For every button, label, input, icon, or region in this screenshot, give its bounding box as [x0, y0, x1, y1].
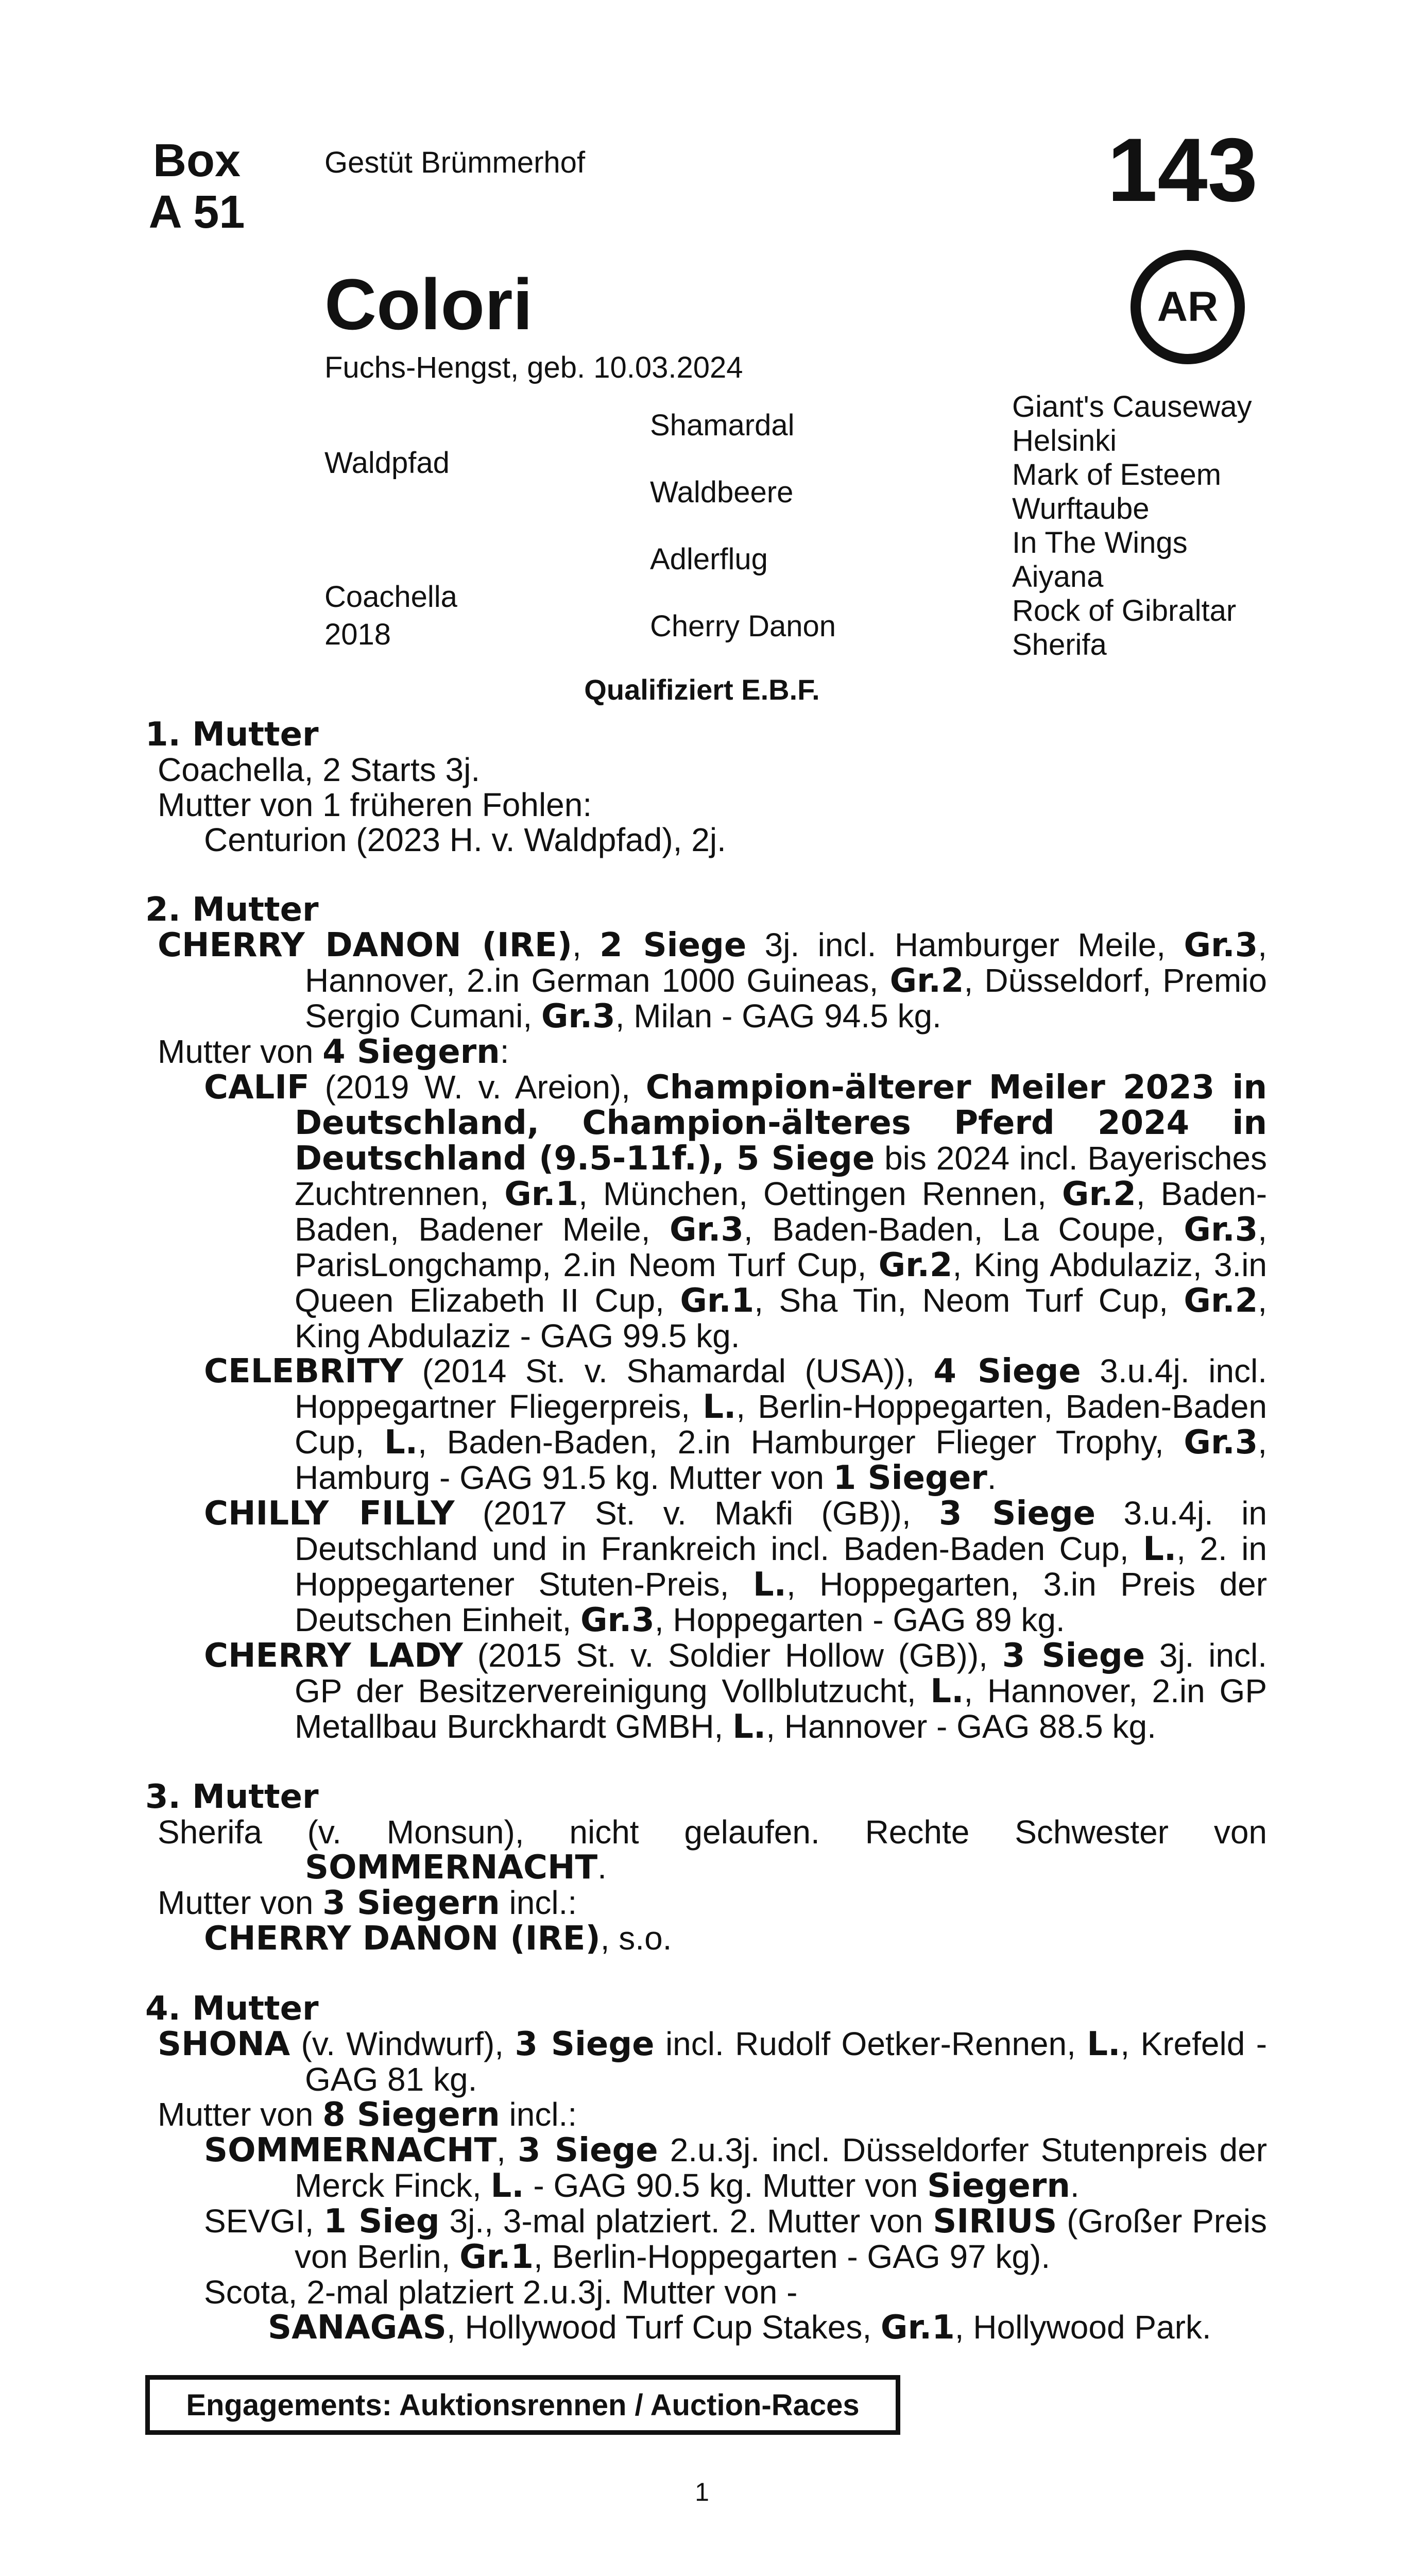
section-title-dam2: 2. Mutter — [145, 891, 319, 929]
dam4-produce: Mutter von 8 Siegern incl.: — [158, 2096, 577, 2134]
dam1-line: Coachella, 2 Starts 3j. — [158, 751, 481, 788]
horse-name-sanagas: SANAGAS — [268, 2309, 447, 2347]
progeny-scota: Scota, 2-mal platziert 2.u.3j. Mutter von - — [204, 2274, 798, 2311]
dam1-produce: Mutter von 1 früheren Fohlen: — [158, 786, 592, 823]
horse-description: Fuchs-Hengst, geb. 10.03.2024 — [324, 351, 743, 384]
qualification: Qualifiziert E.B.F. — [584, 673, 820, 706]
pedigree-g3-item: Aiyana — [1012, 560, 1104, 594]
horse-name-cherry-lady: CHERRY LADY — [204, 1637, 464, 1675]
box-number: A 51 — [148, 187, 245, 238]
engagements-box: Engagements: Auktionsrennen / Auction-Races — [145, 2375, 900, 2435]
pedigree-dam: Coachella — [324, 580, 457, 614]
section-title-dam4: 4. Mutter — [145, 1990, 319, 2028]
pedigree-dam-dam: Cherry Danon — [650, 609, 836, 643]
horse-name-chilly-filly: CHILLY FILLY — [204, 1495, 455, 1533]
horse-name: Colori — [324, 264, 533, 345]
pedigree-g3-item: Giant's Causeway — [1012, 390, 1252, 423]
family-text — [145, 717, 1267, 2345]
pedigree-g3-item: Mark of Esteem — [1012, 458, 1222, 492]
dam2-entry: CHERRY DANON (IRE), 2 Siege 3j. incl. Hamburger Meile, Gr.3, Hannover, 2.in German 1000 Guineas, Gr.2, Düsseldorf, Premio Sergio Cumani, Gr.3, Milan - GAG 94.5 kg. — [158, 926, 1268, 1036]
pedigree-g3-item: In The Wings — [1012, 526, 1188, 560]
progeny-calif: CALIF (2019 W. v. Areion), Champion-älterer Meiler 2023 in Deutschland, Champion-älteres Pferd 2024 in Deutschland (9.5-11f.), 5 Siege bis 2024 incl. Bayerisches Zuchtrennen, Gr.1, München, Oettingen Rennen, Gr.2, Baden-Baden, Badener Meile, Gr.3, Baden-Baden, La Coupe, Gr.3, ParisLongchamp, 2.in Neom Turf Cup, Gr.2, King Abdulaziz, 3.in Queen Elizabeth II Cup, Gr.1, Sha Tin, Neom Turf Cup, Gr.2, King Abdulaziz - GAG 99.5 kg. — [204, 1069, 1268, 1354]
pedigree-dam-sire: Adlerflug — [650, 543, 768, 576]
progeny-chilly-filly: CHILLY FILLY (2017 St. v. Makfi (GB)), 3 Siege 3.u.4j. in Deutschland und in Frankreich incl. Baden-Baden Cup, L., 2. in Hoppegartener Stuten-Preis, L., Hoppegarten, 3.in Preis der Deutschen Einheit, Gr.3, Hoppegarten - GAG 89 kg. — [204, 1495, 1268, 1639]
pedigree-third-generation — [1012, 390, 1352, 662]
pedigree-sire-sire: Shamardal — [650, 409, 795, 442]
dam1-foal: Centurion (2023 H. v. Waldpfad), 2j. — [204, 821, 726, 858]
dam4-entry: SHONA (v. Windwurf), 3 Siege incl. Rudolf Oetker-Rennen, L., Krefeld - GAG 81 kg. — [158, 2025, 1268, 2098]
box-title: Box — [152, 135, 241, 187]
pedigree-sire: Waldpfad — [324, 446, 450, 480]
section-title-dam3: 3. Mutter — [145, 1778, 319, 1816]
dam3-entry: Sherifa (v. Monsun), nicht gelaufen. Rechte Schwester von SOMMERNACHT. — [158, 1814, 1267, 1887]
pedigree-sire-dam: Waldbeere — [650, 476, 794, 509]
pedigree-g3-item: Sherifa — [1012, 628, 1107, 662]
horse-name-calif: CALIF — [204, 1069, 310, 1107]
progeny-cherry-danon: CHERRY DANON (IRE), s.o. — [204, 1920, 672, 1958]
horse-name-celebrity: CELEBRITY — [204, 1352, 404, 1391]
box-label — [145, 135, 248, 238]
page-number: 1 — [695, 2478, 709, 2506]
section-title-dam1: 1. Mutter — [145, 716, 319, 754]
progeny-sevgi: SEVGI, 1 Sieg 3j., 3-mal platziert. 2. Mutter von SIRIUS (Großer Preis von Berlin, Gr.1, Berlin-Hoppegarten - GAG 97 kg). — [204, 2202, 1268, 2276]
horse-name-sommernacht: SOMMERNACHT — [204, 2131, 497, 2170]
horse-name-cherry-danon: CHERRY DANON (IRE) — [158, 926, 572, 964]
progeny-celebrity: CELEBRITY (2014 St. v. Shamardal (USA)), 4 Siege 3.u.4j. incl. Hoppegartner Fliegerpreis, L., Berlin-Hoppegarten, Baden-Baden Cup, L., Baden-Baden, 2.in Hamburger Flieger Trophy, Gr.3, Hamburg - GAG 91.5 kg. Mutter von 1 Sieger. — [204, 1352, 1268, 1497]
pedigree-g3-item: Helsinki — [1012, 424, 1117, 457]
pedigree-g3-item: Wurftaube — [1012, 492, 1150, 526]
catalogue-number: 143 — [1107, 120, 1258, 221]
ar-badge: AR — [1131, 250, 1245, 364]
progeny-sanagas: SANAGAS, Hollywood Turf Cup Stakes, Gr.1, Hollywood Park. — [268, 2309, 1211, 2347]
dam2-produce: Mutter von 4 Siegern: — [158, 1033, 509, 1071]
pedigree-g3-item: Rock of Gibraltar — [1012, 594, 1237, 628]
progeny-sommernacht: SOMMERNACHT, 3 Siege 2.u.3j. incl. Düsseldorfer Stutenpreis der Merck Finck, L. - GAG 90.5 kg. Mutter von Siegern. — [204, 2131, 1268, 2205]
horse-name-shona: SHONA — [158, 2025, 290, 2063]
pedigree-dam-year: 2018 — [324, 618, 391, 651]
dam3-produce: Mutter von 3 Siegern incl.: — [158, 1884, 577, 1922]
progeny-cherry-lady: CHERRY LADY (2015 St. v. Soldier Hollow (GB)), 3 Siege 3j. incl. GP der Besitzervereinigung Vollblutzucht, L., Hannover, 2.in GP Metallbau Burckhardt GMBH, L., Hannover - GAG 88.5 kg. — [204, 1637, 1268, 1746]
stud-name: Gestüt Brümmerhof — [324, 146, 586, 179]
